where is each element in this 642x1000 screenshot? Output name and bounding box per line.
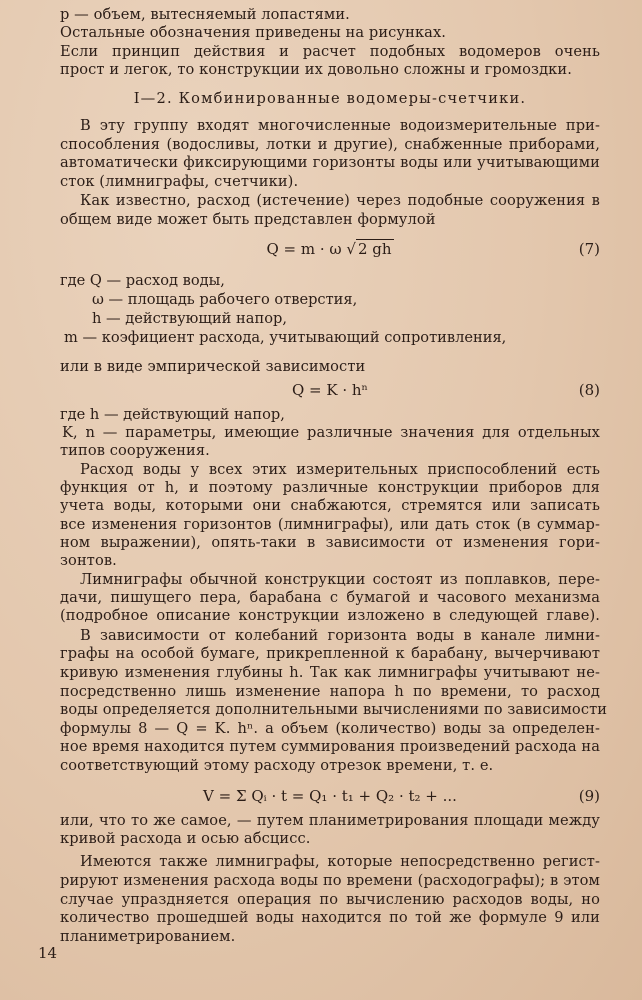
equation-number: (8): [578, 381, 600, 399]
text-line: ном выражении), опять-таки в зависимости от изменения гори-: [60, 534, 600, 551]
equation-number: (7): [578, 240, 600, 258]
text-line: Как известно, расход (истечение) через подобные сооружения в: [80, 192, 600, 209]
text-line: (подробное описание конструкции изложено в следующей главе).: [60, 607, 600, 624]
text-line: В зависимости от колебаний горизонта воды в канале лимни-: [80, 627, 600, 644]
text-line: дачи, пишущего пера, барабана с бумагой и часового механизма: [60, 589, 600, 606]
legend-line: ω — площадь рабочего отверстия,: [92, 291, 358, 308]
text-line: функция от h, и поэтому различные конструкции приборов для: [60, 479, 600, 496]
legend-line: h — действующий напор,: [92, 310, 287, 327]
text-line: В эту группу входят многочисленные водоизмерительные при-: [80, 117, 600, 134]
text-line: соответствующий этому расходу отрезок времени, т. е.: [60, 757, 494, 774]
text-line: автоматически фиксирующими горизонты воды или учитывающими: [60, 154, 600, 171]
text-line: типов сооружения.: [60, 442, 210, 459]
text-line: Лимниграфы обычной конструкции состоят из поплавков, пере-: [80, 571, 600, 588]
text-line: планиметрированием.: [60, 928, 236, 945]
text-line: посредственно лишь изменение напора h по времени, то расход: [60, 683, 600, 700]
text-line: зонтов.: [60, 552, 117, 569]
equation-7: [60, 238, 600, 260]
text-line: способления (водосливы, лотки и другие), снабженные приборами,: [60, 136, 600, 153]
radical-sign: √: [346, 240, 356, 258]
equation-7-formula: Q = m · ω √ 2 gh: [266, 240, 392, 258]
text-line: Имеются также лимниграфы, которые непосредственно регист-: [80, 853, 600, 870]
text-line: формулы 8 — Q = K. hⁿ. а объем (количество) воды за определен-: [60, 720, 600, 737]
text-line: рируют изменения расхода воды по времени (расходографы); в этом: [60, 872, 600, 889]
text-line: прост и легок, то конструкции их довольно сложны и громоздки.: [60, 61, 572, 78]
text-line: кривой расхода и осью абсцисс.: [60, 830, 311, 847]
text-line: или, что то же самое, — путем планиметрирования площади между: [60, 812, 600, 829]
text-line: K, n — параметры, имеющие различные значения для отдельных: [62, 424, 600, 441]
text-line: общем виде может быть представлен формулой: [60, 211, 436, 228]
equation-9-formula: V = Σ Qᵢ · t = Q₁ · t₁ + Q₂ · t₂ + ...: [203, 787, 457, 805]
text-line: Расход воды у всех этих измерительных приспособлений есть: [80, 461, 600, 478]
radicand: 2 gh: [357, 240, 392, 258]
legend-line: где h — действующий напор,: [60, 406, 285, 423]
equation-9: [60, 785, 600, 807]
text-line: количество прошедшей воды находится по той же формуле 9 или: [60, 909, 600, 926]
legend-line: m — коэфициент расхода, учитывающий сопротивления,: [64, 329, 507, 346]
equation-number: (9): [578, 787, 600, 805]
equation-8: [60, 379, 600, 401]
text-line: или в виде эмпирической зависимости: [60, 358, 366, 375]
text-line: случае упраздняется операция по вычислению расходов воды, но: [60, 891, 600, 908]
text-line: кривую изменения глубины h. Так как лимниграфы учитывают не-: [60, 664, 600, 681]
page-number: 14: [38, 944, 58, 962]
equation-8-formula: Q = K · hⁿ: [291, 381, 369, 399]
section-heading: I—2. Комбинированные водомеры-счетчики.: [133, 90, 527, 107]
text-line: p — объем, вытесняемый лопастями.: [60, 6, 350, 23]
text-line: все изменения горизонтов (лимниграфы), или дать сток (в суммар-: [60, 516, 600, 533]
text-line: ное время находится путем суммирования произведений расхода на: [60, 738, 600, 755]
legend-line: где Q — расход воды,: [60, 272, 225, 289]
text-line: Остальные обозначения приведены на рисунках.: [60, 24, 447, 41]
text-line: сток (лимниграфы, счетчики).: [60, 173, 299, 190]
text-line: графы на особой бумаге, прикрепленной к барабану, вычерчивают: [60, 645, 600, 662]
text-line: воды определяется дополнительными вычислениями по зависимости: [60, 701, 608, 718]
text-line: учета воды, которыми они снабжаются, стремятся или записать: [60, 497, 600, 514]
text-line: Если принцип действия и расчет подобных водомеров очень: [60, 43, 600, 60]
